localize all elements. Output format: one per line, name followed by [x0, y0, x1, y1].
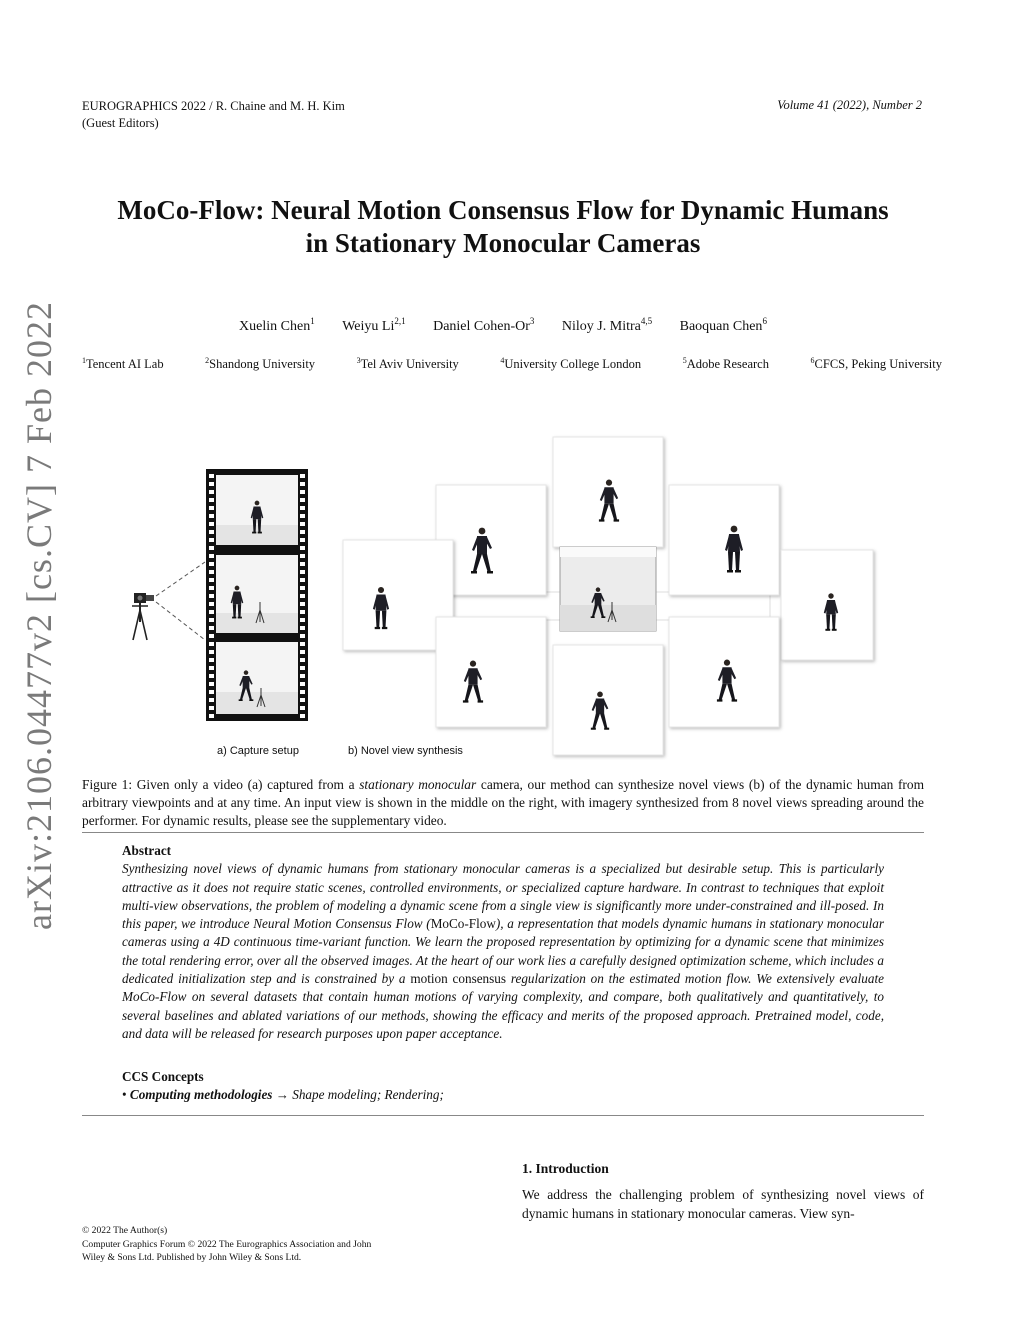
film-sprocket-hole	[300, 618, 305, 622]
film-sprocket-hole	[300, 658, 305, 662]
novel-view-panel	[436, 617, 546, 727]
affiliation-name: University College London	[504, 357, 642, 371]
caption-emphasis: stationary monocular	[359, 777, 477, 792]
author-affiliation-mark: 2,1	[394, 316, 406, 326]
film-sprocket-hole	[300, 706, 305, 710]
film-sprocket-hole	[300, 554, 305, 558]
film-sprocket-hole	[300, 530, 305, 534]
film-sprocket-hole	[300, 514, 305, 518]
affiliation-list	[82, 356, 942, 372]
novel-view-panel	[553, 645, 663, 755]
affiliation-name: Adobe Research	[686, 357, 769, 371]
film-sprocket-hole	[209, 626, 214, 630]
film-sprocket-hole	[209, 554, 214, 558]
film-sprocket-hole	[209, 482, 214, 486]
ccs-heading: CCS Concepts	[122, 1069, 204, 1084]
film-sprocket-hole	[209, 522, 214, 526]
affiliation	[683, 356, 769, 372]
film-sprocket-hole	[209, 562, 214, 566]
film-sprocket-hole	[300, 690, 305, 694]
author-affiliation-mark: 3	[529, 316, 535, 326]
film-sprocket-hole	[209, 618, 214, 622]
affiliation-name: CFCS, Peking University	[814, 357, 942, 371]
ccs-subcategories: Shape modeling; Rendering;	[292, 1087, 444, 1102]
film-sprocket-hole	[209, 650, 214, 654]
film-sprocket-hole	[300, 594, 305, 598]
ccs-category: Computing methodologies	[129, 1087, 273, 1102]
affiliation-mark: 2	[205, 356, 210, 365]
author-affiliation-mark: 4,5	[640, 316, 653, 326]
film-sprocket-hole	[300, 522, 305, 526]
film-sprocket-hole	[209, 586, 214, 590]
author-list	[82, 316, 924, 335]
copyright-line: © 2022 The Author(s)	[82, 1225, 168, 1236]
film-sprocket-hole	[209, 546, 214, 550]
novel-view-panels	[343, 437, 873, 755]
copyright-line: Computer Graphics Forum © 2022 The Eurographics Association and John	[82, 1238, 372, 1250]
running-header-right	[777, 98, 922, 113]
film-sprocket-hole	[209, 506, 214, 510]
film-sprocket-hole	[300, 482, 305, 486]
author	[561, 316, 653, 334]
film-sprocket-hole	[209, 602, 214, 606]
affiliation	[811, 356, 942, 372]
affiliation	[82, 356, 164, 372]
film-strip	[206, 469, 308, 721]
author-name: Xuelin Chen	[239, 319, 311, 334]
author-name: Baoquan Chen	[679, 319, 763, 334]
film-sprocket-hole	[209, 666, 214, 670]
author	[342, 316, 406, 334]
film-sprocket-hole	[300, 634, 305, 638]
author	[679, 316, 767, 334]
film-sprocket-hole	[300, 610, 305, 614]
affiliation-mark: 4	[500, 356, 505, 365]
section-heading-introduction: 1. Introduction	[522, 1161, 609, 1176]
header-number: , Number 2	[866, 98, 922, 112]
paper-title-line1: MoCo-Flow: Neural Motion Consensus Flow for Dynamic Humans	[117, 195, 889, 225]
film-sprocket-hole	[300, 666, 305, 670]
film-sprocket-hole	[209, 714, 214, 718]
arxiv-identifier-stamp: arXiv:2106.04477v2 [cs.CV] 7 Feb 2022	[19, 301, 59, 930]
author-name: Daniel Cohen-Or	[433, 319, 530, 334]
right-arrow-icon: →	[275, 1087, 289, 1102]
divider	[82, 1115, 924, 1116]
film-sprocket-hole	[300, 650, 305, 654]
affiliation-name: Shandong University	[209, 357, 316, 371]
film-sprocket-hole	[209, 570, 214, 574]
affiliation-name: Tel Aviv University	[360, 357, 459, 371]
affiliation-name: Tencent AI Lab	[86, 357, 164, 371]
film-sprocket-hole	[209, 498, 214, 502]
film-sprocket-hole	[300, 474, 305, 478]
header-conference: EUROGRAPHICS 2022 / R. Chaine and M. H. Kim	[82, 99, 345, 113]
copyright-footer	[82, 1224, 412, 1265]
author	[433, 316, 535, 334]
film-sprocket-hole	[209, 514, 214, 518]
film-sprocket-hole	[209, 682, 214, 686]
film-sprocket-hole	[300, 674, 305, 678]
affiliation	[500, 356, 641, 372]
film-sprocket-hole	[300, 570, 305, 574]
header-volume: Volume 41	[777, 98, 830, 112]
author-name: Weiyu Li	[342, 319, 395, 334]
video-camera-icon	[132, 593, 154, 640]
film-sprocket-hole	[209, 642, 214, 646]
film-sprocket-hole	[300, 578, 305, 582]
film-sprocket-hole	[209, 690, 214, 694]
film-sprocket-hole	[209, 698, 214, 702]
paper-title	[82, 194, 924, 260]
film-sprocket-hole	[300, 562, 305, 566]
running-header-left	[82, 98, 345, 132]
film-sprocket-hole	[209, 594, 214, 598]
film-sprocket-hole	[300, 626, 305, 630]
abstract-body: Synthesizing novel views of dynamic humans from stationary monocular cameras is a specialized but desirable setup. This is particularly attractive as it does not require static scenes, controlled environments, or specialized capture hardware. In contrast to techniques that exploit multi-view observations, the problem of modeling a dynamic scene from a single view is significantly more under-constrained and ill-posed. In this paper, we introduce Neural Motion Consensus Flow (MoCo-Flow), a representation that models dynamic humans in stationary monocular cameras using a 4D continuous time-variant function. We learn the proposed representation by optimizing for a dynamic scene that minimizes the total rendering error, over all the observed images. At the heart of our work lies a carefully designed optimization scheme, which includes a dedicated initialization step and is constrained by a motion consensus regularization on the estimated motion flow. We extensively evaluate MoCo-Flow on several datasets that contain human motions of varying complexity, and compare, both qualitatively and quantitatively, to several baselines and ablated variations of our methods, showing the efficacy and merits of the proposed approach. Pretrained model, code, and data will be released for research purposes upon paper acceptance.	[122, 861, 884, 1041]
caption-text: Figure 1: Given only a video (a) captured from a	[82, 777, 360, 792]
film-sprocket-hole	[300, 538, 305, 542]
author	[239, 316, 315, 334]
ccs-concepts-section	[122, 1068, 884, 1104]
film-sprocket-hole	[209, 538, 214, 542]
affiliation-mark: 5	[682, 356, 687, 365]
film-sprocket-hole	[300, 642, 305, 646]
caption-text: camera, our method can synthesize novel views (b) of the dynamic human from arbitrary viewpoints and at any time. An input view is shown in the middle on the right, with imagery synthesized from 8 novel views spreading around the performer. For dynamic results, please see the supplementary video.	[82, 777, 924, 828]
header-year: (2022)	[832, 98, 867, 112]
affiliation	[357, 356, 459, 372]
figure-label-novel-view: b) Novel view synthesis	[348, 745, 463, 757]
figure-caption	[82, 776, 924, 830]
author-affiliation-mark: 6	[762, 316, 767, 326]
header-editors-note: (Guest Editors)	[82, 116, 159, 130]
film-sprocket-hole	[300, 682, 305, 686]
film-sprocket-hole	[300, 490, 305, 494]
film-sprocket-hole	[209, 706, 214, 710]
figure-label-capture-setup: a) Capture setup	[217, 745, 299, 757]
film-sprocket-hole	[300, 698, 305, 702]
film-sprocket-hole	[209, 530, 214, 534]
affiliation-mark: 3	[356, 356, 361, 365]
film-sprocket-hole	[300, 546, 305, 550]
affiliation	[205, 356, 315, 372]
film-sprocket-hole	[209, 674, 214, 678]
ccs-entry	[122, 1086, 884, 1104]
film-sprocket-hole	[300, 498, 305, 502]
abstract-section	[122, 842, 884, 1043]
bullet: •	[122, 1087, 127, 1102]
film-sprocket-hole	[209, 490, 214, 494]
film-sprocket-hole	[209, 578, 214, 582]
camera-frustum-lines	[156, 562, 205, 640]
film-sprocket-hole	[300, 506, 305, 510]
copyright-line: Wiley & Sons Ltd. Published by John Wiley & Sons Ltd.	[82, 1252, 302, 1263]
film-sprocket-hole	[209, 474, 214, 478]
film-sprocket-hole	[209, 610, 214, 614]
film-sprocket-hole	[209, 658, 214, 662]
figure-1	[120, 430, 890, 760]
author-name: Niloy J. Mitra	[561, 319, 641, 334]
abstract-heading: Abstract	[122, 843, 172, 858]
novel-view-panel	[669, 485, 779, 595]
film-sprocket-hole	[300, 602, 305, 606]
divider	[82, 832, 924, 833]
affiliation-mark: 1	[82, 356, 86, 365]
paper-title-line2: in Stationary Monocular Cameras	[305, 228, 701, 258]
author-affiliation-mark: 1	[310, 316, 315, 326]
introduction-body: We address the challenging problem of synthesizing novel views of dynamic humans in stationary monocular cameras. View syn-	[522, 1187, 924, 1221]
film-sprocket-hole	[300, 714, 305, 718]
film-sprocket-hole	[300, 586, 305, 590]
film-sprocket-hole	[209, 634, 214, 638]
affiliation-mark: 6	[810, 356, 815, 365]
